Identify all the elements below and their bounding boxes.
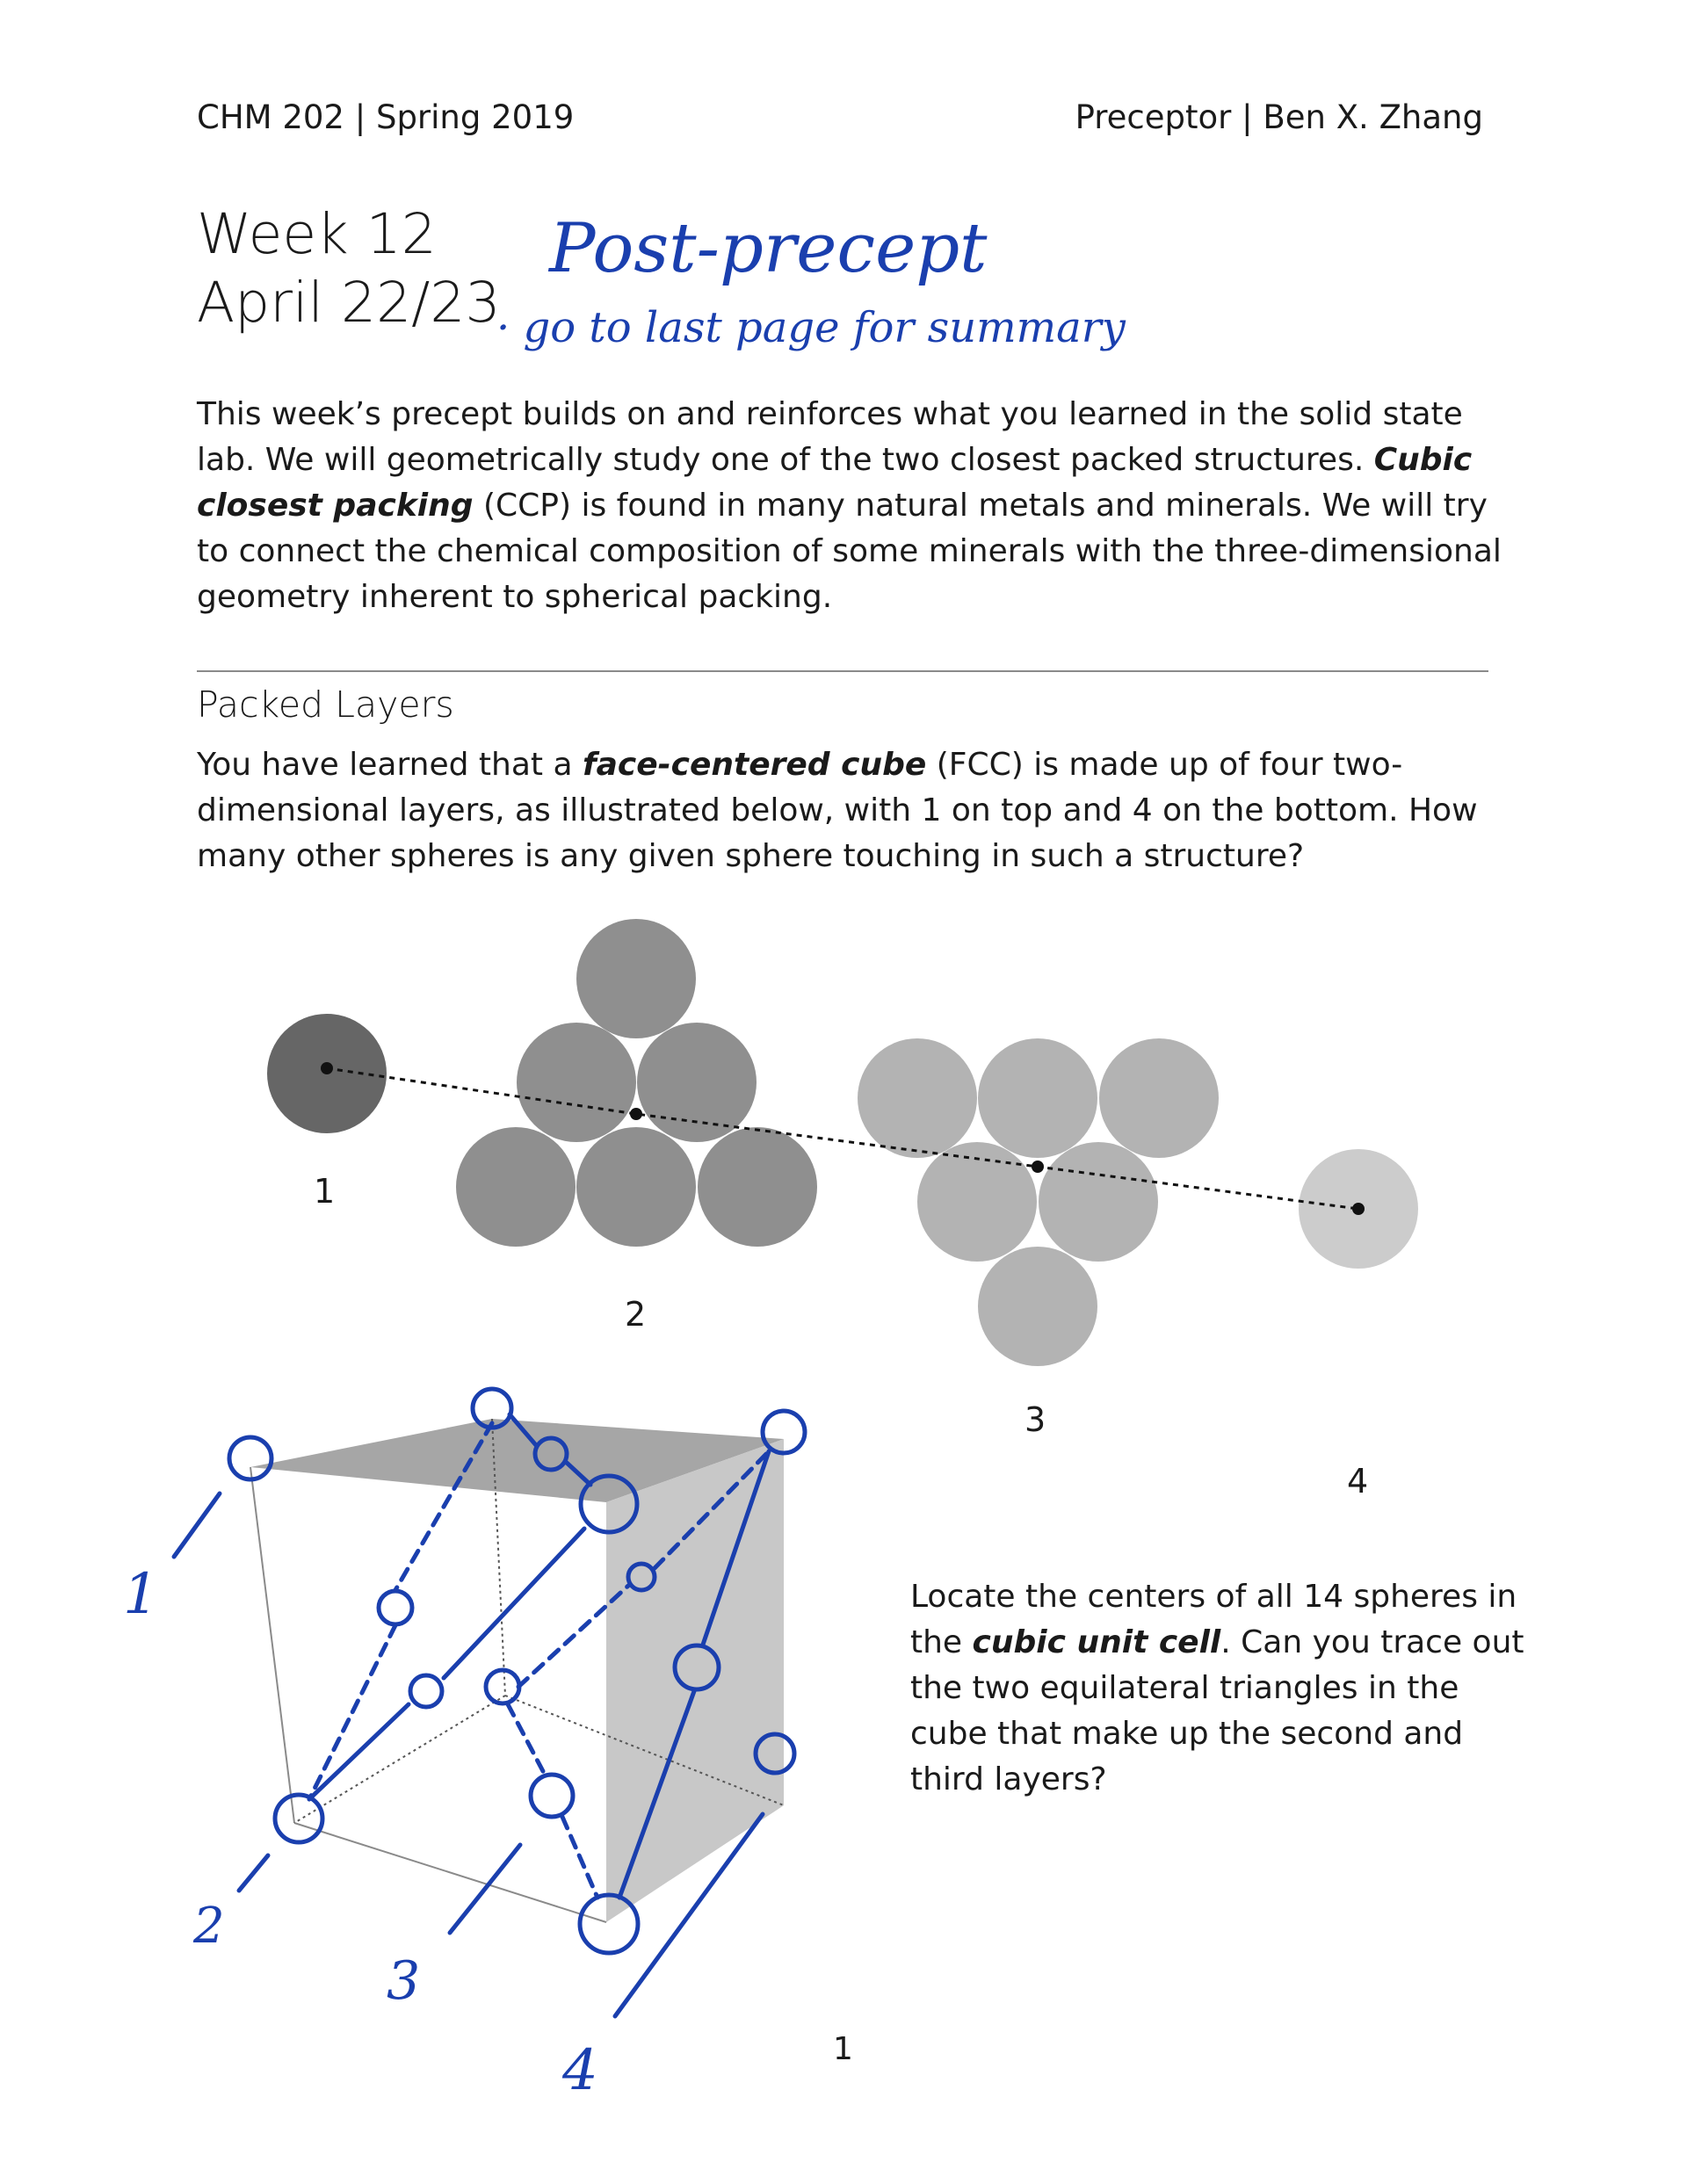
- layer-label-3: 3: [1025, 1400, 1046, 1439]
- section-text-1: You have learned that a: [197, 747, 583, 783]
- sphere-center-mark: [531, 1775, 573, 1817]
- layer-sphere: [978, 1038, 1097, 1158]
- intro-text-2: (CCP) is found in many natural metals and minerals. We will try to connect the chemical composition of some minerals with the three-dimensional geometry inherent to spherical packing.: [197, 488, 1502, 615]
- layer-sphere: [1039, 1142, 1158, 1262]
- locate-paragraph: [910, 1574, 1525, 1803]
- locate-text-1: Locate the centers of all 14 spheres in the: [910, 1579, 1517, 1660]
- layer-sphere: [576, 1127, 696, 1247]
- layer-3-spheres: [858, 1038, 1219, 1366]
- sphere-center-mark: [275, 1795, 322, 1842]
- sphere-center-mark: [410, 1675, 442, 1707]
- layer-label-2: 2: [625, 1295, 647, 1334]
- section-title: Packed Layers: [197, 683, 454, 726]
- section-emphasis: face-centered cube: [582, 747, 927, 783]
- locate-text-2: . Can you trace out the two equilateral triangles in the cube that make up the second and third layers?: [910, 1624, 1524, 1797]
- hand-layer-label-4: 4: [562, 2038, 598, 2103]
- locate-emphasis: cubic unit cell: [972, 1624, 1221, 1660]
- layer-sphere: [978, 1247, 1097, 1366]
- date-title: April 22/23: [197, 271, 501, 335]
- layer-label-1: 1: [314, 1172, 336, 1211]
- page-number: 1: [833, 2031, 853, 2067]
- layer-sphere: [1099, 1038, 1219, 1158]
- section-text-2: (FCC) is made up of four two-dimensional layers, as illustrated below, with 1 on top and 4 on the bottom. How many other spheres is any given sphere touching in such a structure?: [197, 747, 1478, 874]
- intro-emphasis: Cubic closest packing: [197, 442, 1473, 524]
- layer-label-4: 4: [1347, 1462, 1369, 1501]
- hand-layer-label-2: 2: [193, 1898, 225, 1955]
- layer-sphere: [698, 1127, 817, 1247]
- layer-sphere: [576, 919, 696, 1038]
- handwritten-heading: Post-precept: [549, 209, 988, 288]
- layer-sphere: [517, 1023, 636, 1142]
- sphere-center-mark: [379, 1591, 412, 1624]
- cube-right-face: [606, 1439, 784, 1922]
- sphere-center-mark: [486, 1670, 519, 1703]
- layer-sphere: [858, 1038, 977, 1158]
- week-title: Week 12: [197, 202, 437, 266]
- preceptor-header: Preceptor | Ben X. Zhang: [1075, 98, 1483, 136]
- intro-text-1: This week’s precept builds on and reinforces what you learned in the solid state lab. We will geometrically study one of the two closest packed structures.: [197, 396, 1463, 478]
- layer-sphere: [456, 1127, 576, 1247]
- hand-layer-label-1: 1: [123, 1562, 159, 1627]
- handwritten-note: · go to last page for summary: [496, 303, 1126, 352]
- layer-sphere: [637, 1023, 757, 1142]
- layer-2-spheres: [456, 919, 817, 1247]
- course-header: CHM 202 | Spring 2019: [197, 98, 575, 136]
- hand-layer-label-3: 3: [387, 1950, 421, 2012]
